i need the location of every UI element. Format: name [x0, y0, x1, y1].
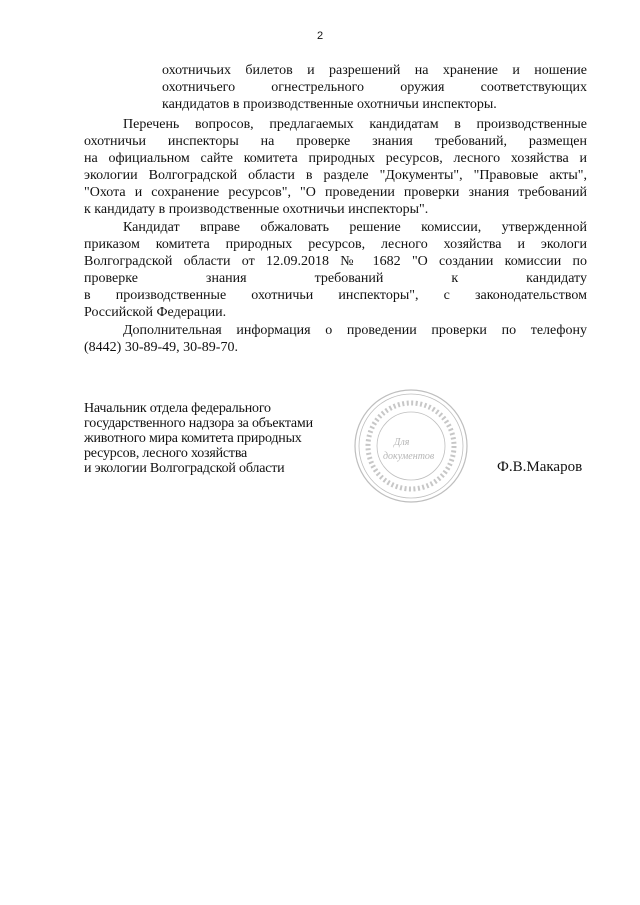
- stamp-outer-ring: [355, 390, 467, 502]
- page-number: 2: [316, 30, 324, 42]
- paragraph4-line-1: Дополнительная информация о проведении проверки по телефону: [123, 323, 587, 338]
- paragraph2-line-2: охотничьи инспекторы на проверке знания требований, размещен: [84, 134, 587, 149]
- signatory-title-line: государственного надзора за объектами: [84, 416, 313, 431]
- signatory-title-line: животного мира комитета природных: [84, 431, 302, 446]
- paragraph1-line-3: кандидатов в производственные охотничьи инспекторы.: [162, 97, 497, 112]
- official-stamp: [352, 387, 470, 505]
- stamp-text-ring: [368, 403, 454, 489]
- paragraph2-line-4: экологии Волгоградской области в разделе "Документы", "Правовые акты",: [84, 168, 587, 183]
- paragraph2-line-6: к кандидату в производственные охотничьи инспекторы".: [84, 202, 429, 217]
- stamp-center-text: документов: [383, 451, 435, 462]
- stamp-center-ring: [377, 412, 445, 480]
- paragraph1-line-1: охотничьих билетов и разрешений на хранение и ношение: [162, 63, 587, 78]
- paragraph3-line-4: проверке знания требований к кандидату: [84, 271, 587, 286]
- paragraph1-line-2: охотничьего огнестрельного оружия соответствующих: [162, 80, 587, 95]
- stamp-center-text: Для: [394, 437, 410, 448]
- paragraph2-line-3: на официальном сайте комитета природных ресурсов, лесного хозяйства и: [84, 151, 587, 166]
- paragraph3-line-5: в производственные охотничьи инспекторы", с законодательством: [84, 288, 587, 303]
- signatory-title-line: Начальник отдела федерального: [84, 401, 271, 416]
- stamp-inner-ring: [359, 394, 463, 498]
- signatory-title-line: и экологии Волгоградской области: [84, 461, 285, 476]
- signatory-title-line: ресурсов, лесного хозяйства: [84, 446, 248, 461]
- paragraph4-line-2: (8442) 30-89-49, 30-89-70.: [84, 340, 238, 355]
- paragraph3-line-1: Кандидат вправе обжаловать решение комиссии, утвержденной: [123, 220, 587, 235]
- signatory-title: [84, 401, 313, 476]
- paragraph2-line-1: Перечень вопросов, предлагаемых кандидатам в производственные: [123, 117, 587, 132]
- signatory-name: Ф.В.Макаров: [497, 459, 583, 475]
- paragraph3-line-3: Волгоградской области от 12.09.2018 № 1682 "О создании комиссии по: [84, 254, 587, 269]
- paragraph3-line-2: приказом комитета природных ресурсов, лесного хозяйства и экологи: [84, 237, 587, 252]
- paragraph2-line-5: "Охота и сохранение ресурсов", "О проведении проверки знания требований: [84, 185, 587, 200]
- paragraph3-line-6: Российской Федерации.: [84, 305, 227, 320]
